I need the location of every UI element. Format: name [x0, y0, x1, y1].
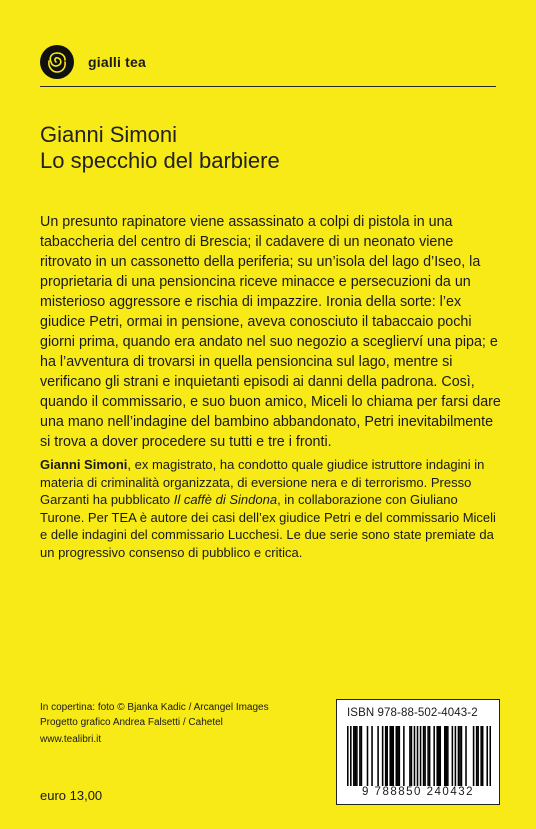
barcode-bar — [392, 726, 394, 786]
barcode-bar — [444, 726, 446, 786]
bio-book-title: Il caffè di Sindona — [173, 492, 278, 507]
barcode-bar — [452, 726, 454, 786]
barcode-bar — [447, 726, 449, 786]
book-author: Gianni Simoni — [40, 122, 177, 147]
barcode-bar — [458, 726, 460, 786]
barcode-bar — [465, 726, 467, 786]
barcode-bar — [439, 726, 441, 786]
barcode-bar — [377, 726, 379, 786]
barcode-bar — [438, 726, 440, 786]
design-credit: Progetto grafico Andrea Falsetti / Cahetel — [40, 717, 223, 728]
cover-credit: In copertina: foto © Bjanka Kadic / Arcangel Images — [40, 702, 269, 713]
barcode-bar — [371, 726, 373, 786]
barcode-bar — [477, 726, 479, 786]
barcode-bar — [389, 726, 391, 786]
synopsis: Un presunto rapinatore viene assassinato a colpi di pistola in una tabaccheria del centro di Brescia; il cadavere di un neonato viene ritrovato in un cassonetto della periferia; su un’isola del lago d’Iseo, la proprietaria di una pensioncina riceve minacce e persecuzioni da un misterioso aggressore e rischia di impazzire. Ironia della sorte: l’ex giudice Petri, ormai in pensione, aveva conosciuto il tabaccaio pochi giorni prima, quando era andato nel suo negozio a sceglierví una pipa; e ha l’avventura di trovarsi in quella pensioncina sul lago, mentre si verificano gli strani e inquietanti episodi ai danni della padrona. Così, quando il commissario, e suo buon amico, Miceli lo chiama per farsi dare una mano nell’indagine del bambino abbandonato, Petri inevitabilmente si trova a dover procedere su tutti e tre i fronti. — [40, 214, 501, 450]
barcode-bar — [429, 726, 431, 786]
barcode-bar — [486, 726, 488, 786]
author-bio — [40, 456, 502, 561]
barcode-bar — [397, 726, 399, 786]
barcode-bar — [459, 726, 461, 786]
barcode-bar — [433, 726, 435, 786]
barcode-bar — [353, 726, 355, 786]
header — [40, 40, 146, 84]
barcode-bar — [361, 726, 363, 786]
barcode — [347, 726, 491, 786]
barcode-bar — [409, 726, 411, 786]
bio-text-2: , in collaborazione con Giuliano Turone. Per TEA è autore dei casi dell’ex giudice Petri e del commissario Miceli e delle indagini del commissario Lucchesi. Le due serie sono state premiate da un progressivo consenso di pubblico e critica. — [40, 492, 496, 560]
header-divider — [40, 86, 496, 87]
barcode-bar — [355, 726, 357, 786]
barcode-bar — [461, 726, 463, 786]
barcode-bar — [423, 726, 425, 786]
barcode-bar — [436, 726, 438, 786]
barcode-bar — [403, 726, 405, 786]
barcode-bar — [427, 726, 429, 786]
barcode-bar — [382, 726, 384, 786]
barcode-bar — [367, 726, 369, 786]
barcode-bar — [391, 726, 393, 786]
publisher-name: gialli tea — [88, 54, 147, 70]
barcode-bar — [489, 726, 491, 786]
barcode-bar — [359, 726, 361, 786]
book-title: Lo specchio del barbiere — [40, 148, 280, 173]
barcode-bar — [356, 726, 358, 786]
barcode-bar — [455, 726, 457, 786]
barcode-bar — [350, 726, 352, 786]
isbn-label: ISBN 978-88-502-4043-2 — [347, 707, 478, 719]
barcode-digits: 9 788850 240432 — [361, 786, 475, 798]
barcode-bar — [446, 726, 448, 786]
bio-author-name: Gianni Simoni — [40, 457, 128, 472]
barcode-bar — [417, 726, 419, 786]
barcode-bar — [473, 726, 475, 786]
barcode-bar — [399, 726, 401, 786]
barcode-bar — [385, 726, 387, 786]
barcode-bar — [480, 726, 482, 786]
barcode-bar — [386, 726, 388, 786]
barcode-bar — [347, 726, 349, 786]
rose-icon — [40, 45, 74, 79]
isbn-box — [336, 699, 500, 805]
price: euro 13,00 — [40, 788, 103, 803]
website: www.tealibri.it — [40, 734, 102, 745]
barcode-bar — [424, 726, 426, 786]
barcode-bar — [476, 726, 478, 786]
barcode-bar — [411, 726, 413, 786]
barcode-bar — [420, 726, 422, 786]
credits — [40, 700, 269, 730]
barcode-bar — [414, 726, 416, 786]
barcode-bar — [396, 726, 398, 786]
bio-text-1: , ex magistrato, ha condotto quale giudice istruttore indagini in materia di criminalità organizzata, di eversione nera e di terrorismo. Presso Garzanti ha pubblicato — [40, 457, 485, 507]
barcode-bar — [482, 726, 484, 786]
